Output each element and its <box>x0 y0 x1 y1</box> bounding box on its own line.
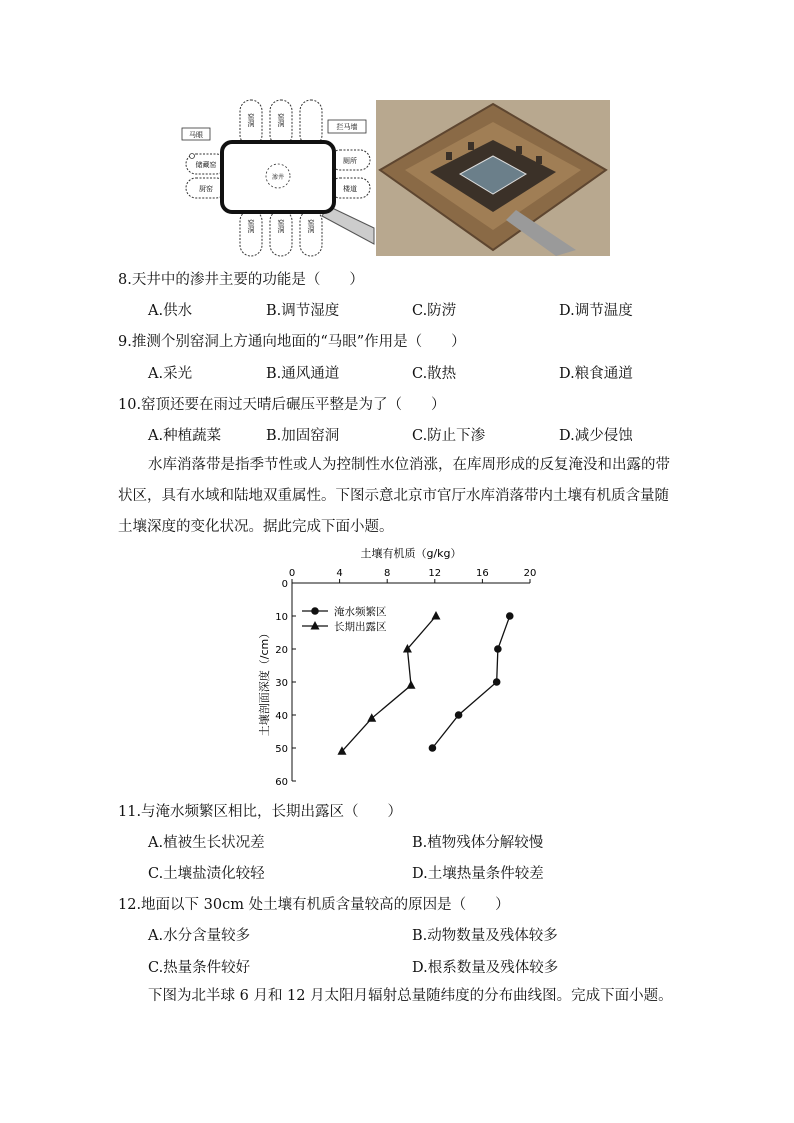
ma-yan-label: 马眼 <box>189 131 203 139</box>
y-tick-label: 60 <box>275 777 288 788</box>
legend-marker-1 <box>311 607 319 615</box>
q8-option-d[interactable]: D.调节温度 <box>559 303 633 319</box>
intro-paragraph-reservoir: 水库消落带是指季节性或人为控制性水位消涨，在库周形成的反复淹没和出露的带状区，具有水域和陆地双重属性。下图示意北京市官厅水库消落带内土壤有机质含量随土壤深度的变化状况。据此完成下面小题。 <box>118 457 670 535</box>
x-tick-label: 8 <box>384 568 391 579</box>
x-tick-label: 16 <box>476 568 489 579</box>
data-point-series-2 <box>431 611 440 620</box>
y-axis-label: 土壤剖面深度（/cm） <box>258 627 271 737</box>
question-10-stem: 10.窑顶还要在雨过天晴后碾压平整是为了（ ） <box>118 397 446 413</box>
y-tick-label: 30 <box>275 678 288 689</box>
q9-option-b[interactable]: B.通风通道 <box>266 366 340 382</box>
q12-option-b[interactable]: B.动物数量及残体较多 <box>412 928 558 944</box>
y-tick-label: 20 <box>275 645 288 656</box>
y-tick-label: 10 <box>275 612 288 623</box>
question-8-stem: 8.天井中的渗井主要的功能是（ ） <box>118 272 364 288</box>
x-tick-label: 20 <box>523 568 537 579</box>
seepage-well-label: 渗井 <box>271 174 285 181</box>
courtyard-plan-diagram <box>178 98 378 258</box>
q12-option-c[interactable]: C.热量条件较好 <box>148 960 251 976</box>
data-point-series-1 <box>494 645 502 653</box>
ma-yan-marker <box>190 154 195 159</box>
question-9-stem: 9.推测个别窑洞上方通向地面的“马眼”作用是（ ） <box>118 334 466 350</box>
q10-option-b[interactable]: B.加固窑洞 <box>266 428 340 444</box>
cave-label: 窑洞 <box>277 113 285 127</box>
series-line-2 <box>342 616 436 751</box>
x-tick-label: 0 <box>288 568 296 579</box>
data-point-series-1 <box>506 612 514 620</box>
cave-label: 窑洞 <box>247 113 255 127</box>
q12-option-a[interactable]: A.水分含量较多 <box>148 928 251 944</box>
courtyard-aerial-photo <box>376 100 610 256</box>
cave-bottom-3 <box>300 210 322 256</box>
data-point-series-1 <box>455 711 463 719</box>
storage-cave-label: 储藏窑 <box>195 161 217 169</box>
legend-label-2: 长期出露区 <box>334 621 387 633</box>
parapet-label: 拦马墙 <box>336 123 358 131</box>
q8-option-b[interactable]: B.调节湿度 <box>266 303 340 319</box>
y-tick-label: 0 <box>281 579 288 590</box>
question-12-stem: 12.地面以下 30cm 处土壤有机质含量较高的原因是（ ） <box>118 897 510 913</box>
x-tick-label: 12 <box>428 568 442 579</box>
q11-option-b[interactable]: B.植物残体分解较慢 <box>412 835 544 851</box>
cave-bottom-1 <box>240 210 262 256</box>
data-point-series-2 <box>367 713 376 722</box>
q10-option-a[interactable]: A.种植蔬菜 <box>148 428 222 444</box>
q9-option-a[interactable]: A.采光 <box>148 366 193 382</box>
q12-option-d[interactable]: D.根系数量及残体较多 <box>412 960 559 976</box>
x-axis-label: 土壤有机质（g/kg） <box>360 547 462 560</box>
legend-label-1: 淹水频繁区 <box>334 606 387 618</box>
cave-bottom-2 <box>270 210 292 256</box>
q9-option-c[interactable]: C.散热 <box>412 366 457 382</box>
passage-label: 楼道 <box>343 185 357 193</box>
cave-label: 窑洞 <box>247 219 255 233</box>
q9-option-d[interactable]: D.粮食通道 <box>559 366 633 382</box>
q8-option-c[interactable]: C.防涝 <box>412 303 457 319</box>
x-tick-label: 4 <box>336 568 343 579</box>
q8-option-a[interactable]: A.供水 <box>148 303 193 319</box>
intro-paragraph-radiation: 下图为北半球 6 月和 12 月太阳月辐射总量随纬度的分布曲线图。完成下面小题。 <box>148 988 673 1004</box>
q11-option-d[interactable]: D.土壤热量条件较差 <box>412 866 544 882</box>
q10-option-c[interactable]: C.防止下渗 <box>412 428 486 444</box>
q10-option-d[interactable]: D.减少侵蚀 <box>559 428 633 444</box>
soil-organic-matter-chart <box>240 543 560 793</box>
q11-option-a[interactable]: A.植被生长状况差 <box>148 835 265 851</box>
question-11-stem: 11.与淹水频繁区相比，长期出露区（ ） <box>118 804 403 820</box>
kitchen-cave-label: 厨窑 <box>199 185 213 193</box>
data-point-series-1 <box>493 678 501 686</box>
q11-option-c[interactable]: C.土壤盐渍化较轻 <box>148 866 265 882</box>
cave-top-3 <box>300 100 322 146</box>
data-point-series-2 <box>407 680 416 689</box>
toilet-label: 厕所 <box>343 157 357 165</box>
y-tick-label: 50 <box>275 744 288 755</box>
y-tick-label: 40 <box>275 711 288 722</box>
cave-label: 窑洞 <box>307 219 315 233</box>
cave-label: 窑洞 <box>277 219 285 233</box>
data-point-series-1 <box>429 744 437 752</box>
legend-marker-2 <box>311 621 320 630</box>
